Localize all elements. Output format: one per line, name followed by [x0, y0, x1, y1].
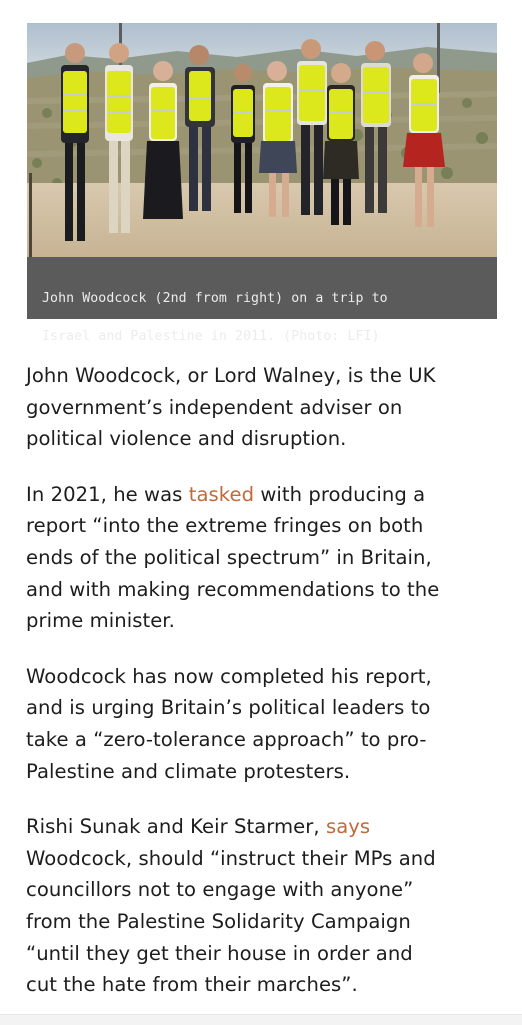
photo-caption-box	[27, 257, 497, 344]
text-line: Woodcock has now completed his report,	[26, 664, 432, 688]
paragraph-recommendation	[26, 811, 506, 1001]
text-line: “until they get their house in order and	[26, 941, 413, 965]
paragraph-report-task	[26, 479, 506, 637]
text-line: Palestine and climate protesters.	[26, 759, 351, 783]
article-photo-figure	[27, 23, 497, 344]
text-line: political violence and disruption.	[26, 427, 347, 451]
text-line: John Woodcock, or Lord Walney, is the UK	[26, 364, 436, 387]
text-line: and with making recommendations to the	[26, 577, 440, 601]
paragraph-report-complete	[26, 661, 506, 787]
paragraph-intro	[26, 360, 506, 455]
text-line: ends of the political spectrum” in Britain,	[26, 545, 432, 569]
text-line: cut the hate from their marches”.	[26, 973, 358, 997]
text-segment: In 2021, he was	[26, 482, 189, 506]
text-line	[26, 811, 506, 843]
text-line: Woodcock, should “instruct their MPs and	[26, 846, 436, 870]
text-segment: with producing a	[254, 482, 426, 506]
text-line	[26, 479, 506, 511]
tasked-link[interactable]: tasked	[188, 482, 255, 506]
caption-line: John Woodcock (2nd from right) on a trip to	[42, 291, 388, 306]
text-segment: Rishi Sunak and Keir Starmer,	[26, 815, 326, 839]
text-line: prime minister.	[26, 609, 175, 633]
text-line: report “into the extreme fringes on both	[26, 514, 424, 538]
group-photo-image	[27, 23, 497, 257]
bottom-divider	[0, 1014, 522, 1025]
text-line: government’s independent adviser on	[26, 395, 403, 419]
article-body	[26, 360, 506, 1025]
caption-line: Israel and Palestine in 2011. (Photo: LFI)	[42, 329, 380, 344]
photo-caption	[42, 270, 483, 365]
text-line: councillors not to engage with anyone”	[26, 878, 414, 902]
text-line: and is urging Britain’s political leaders to	[26, 696, 431, 720]
text-line: from the Palestine Solidarity Campaign	[26, 909, 411, 933]
text-line: take a “zero-tolerance approach” to pro-	[26, 727, 427, 751]
says-link[interactable]: says	[325, 815, 371, 839]
